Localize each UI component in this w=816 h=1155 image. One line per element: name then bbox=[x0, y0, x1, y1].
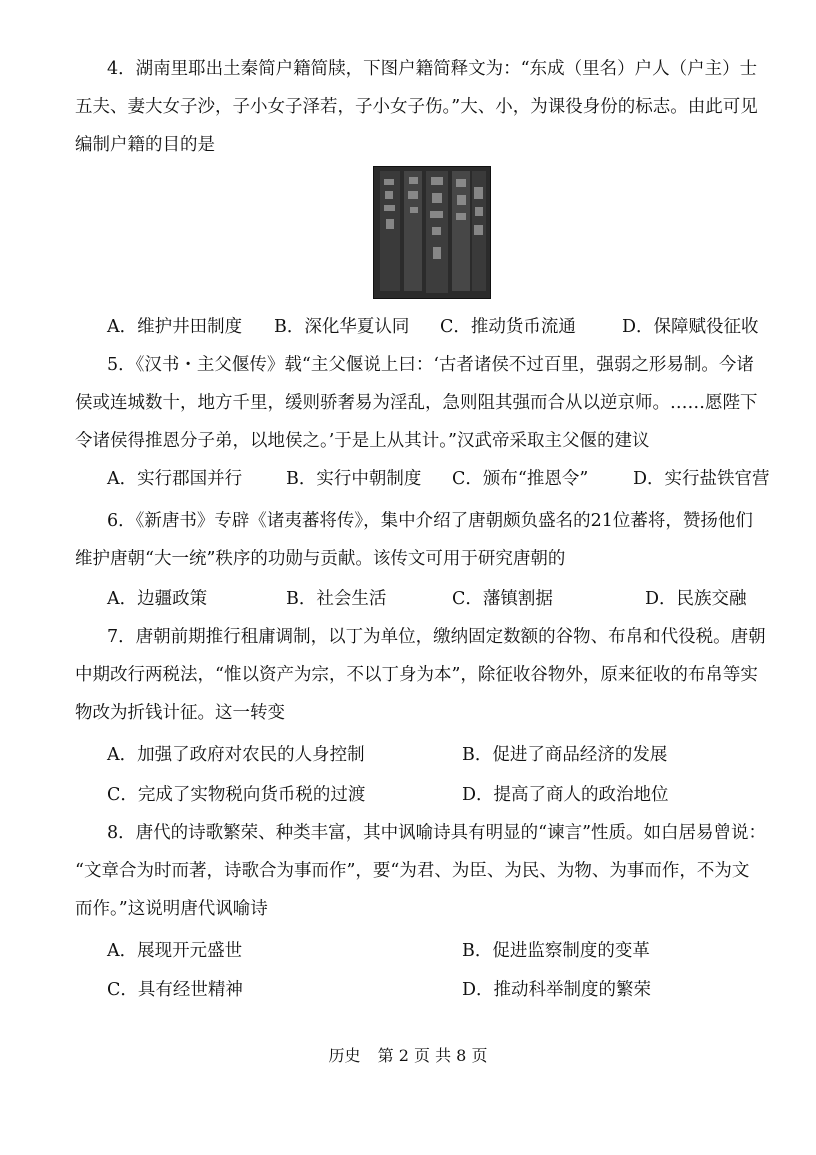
q7-option-c[interactable]: C．完成了实物税向货币税的过渡 bbox=[107, 785, 366, 805]
q6-option-c[interactable]: C．藩镇割据 bbox=[452, 589, 553, 609]
page-footer bbox=[0, 1043, 816, 1066]
q5-option-c[interactable]: C．颁布“推恩令” bbox=[452, 469, 589, 489]
q5-option-b[interactable]: B．实行中朝制度 bbox=[286, 469, 422, 489]
q4-line-1: 4．湖南里耶出土秦简户籍简牍，下图户籍简释文为：“东成（里名）户人（户主）士 bbox=[107, 59, 758, 79]
qin-bamboo-slip-image bbox=[373, 166, 491, 299]
q8-option-c[interactable]: C．具有经世精神 bbox=[107, 980, 243, 1000]
q5-option-d[interactable]: D．实行盐铁官营 bbox=[633, 469, 770, 489]
footer-page-info: 第 2 页 共 8 页 bbox=[377, 1046, 488, 1065]
q6-line-2: 维护唐朝“大一统”秩序的功勋与贡献。该传文可用于研究唐朝的 bbox=[75, 549, 566, 569]
q7-option-a[interactable]: A．加强了政府对农民的人身控制 bbox=[107, 745, 365, 765]
q8-line-2: “文章合为时而著，诗歌合为事而作”，要“为君、为臣、为民、为物、为事而作，不为文 bbox=[75, 861, 750, 881]
q6-option-b[interactable]: B．社会生活 bbox=[286, 589, 387, 609]
q7-line-3: 物改为折钱计征。这一转变 bbox=[75, 703, 285, 723]
q8-option-b[interactable]: B．促进监察制度的变革 bbox=[462, 941, 650, 961]
q8-option-a[interactable]: A．展现开元盛世 bbox=[107, 941, 243, 961]
q7-line-1: 7．唐朝前期推行租庸调制，以丁为单位，缴纳固定数额的谷物、布帛和代役税。唐朝 bbox=[107, 627, 766, 647]
q6-option-d[interactable]: D．民族交融 bbox=[645, 589, 747, 609]
q8-line-1: 8．唐代的诗歌繁荣、种类丰富，其中讽喻诗具有明显的“谏言”性质。如白居易曾说： bbox=[107, 823, 767, 843]
q7-line-2: 中期改行两税法，“惟以资产为宗，不以丁身为本”，除征收谷物外，原来征收的布帛等实 bbox=[75, 665, 758, 685]
q5-option-a[interactable]: A．实行郡国并行 bbox=[107, 469, 243, 489]
q4-line-3: 编制户籍的目的是 bbox=[75, 135, 215, 155]
q6-line-1: 6．《新唐书》专辟《诸夷蕃将传》，集中介绍了唐朝颇负盛名的21位蕃将，赞扬他们 bbox=[107, 511, 753, 531]
q7-option-d[interactable]: D．提高了商人的政治地位 bbox=[462, 785, 669, 805]
q5-line-1: 5．《汉书・主父偃传》载“主父偃说上曰：‘古者诸侯不过百里，强弱之形易制。今诸 bbox=[107, 355, 754, 375]
q6-option-a[interactable]: A．边疆政策 bbox=[107, 589, 208, 609]
q5-line-3: 令诸侯得推恩分子弟，以地侯之。’于是上从其计。”汉武帝采取主父偃的建议 bbox=[75, 431, 650, 451]
q7-option-b[interactable]: B．促进了商品经济的发展 bbox=[462, 745, 668, 765]
q4-option-d[interactable]: D．保障赋役征收 bbox=[622, 317, 759, 337]
q8-option-d[interactable]: D．推动科举制度的繁荣 bbox=[462, 980, 652, 1000]
footer-subject: 历史 bbox=[328, 1046, 361, 1065]
q8-line-3: 而作。”这说明唐代讽喻诗 bbox=[75, 899, 268, 919]
q4-option-c[interactable]: C．推动货币流通 bbox=[440, 317, 576, 337]
q4-line-2: 五夫、妻大女子沙，子小女子泽若，子小女子伤。”大、小，为课役身份的标志。由此可见 bbox=[75, 97, 758, 117]
q4-option-a[interactable]: A．维护井田制度 bbox=[107, 317, 243, 337]
q5-line-2: 侯或连城数十，地方千里，缓则骄奢易为淫乱，急则阻其强而合从以逆京师。……愿陛下 bbox=[75, 393, 758, 413]
q4-option-b[interactable]: B．深化华夏认同 bbox=[274, 317, 410, 337]
